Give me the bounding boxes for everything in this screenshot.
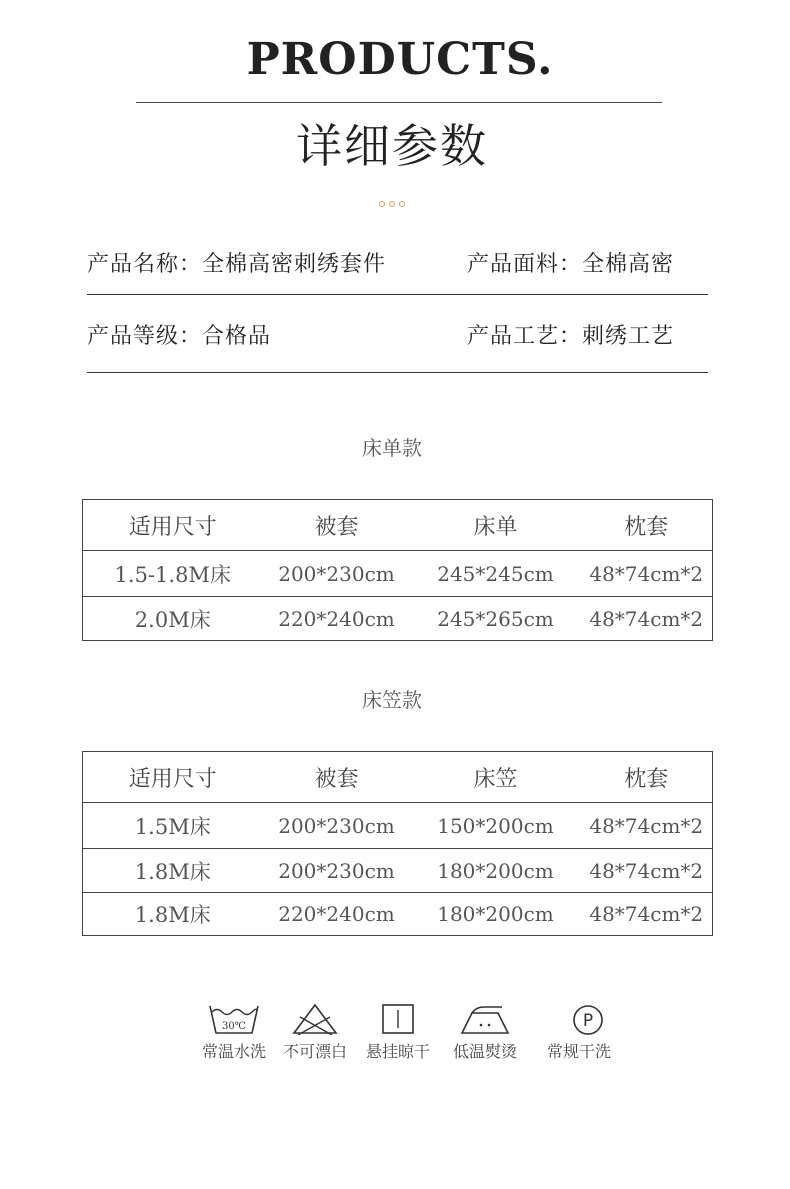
table-header-cell: 被套 [314,766,359,792]
table-cell: 1.5-1.8M床 [83,551,263,597]
section-title-sheet: 床单款 [362,436,422,460]
table-cell: 180*200cm [411,893,581,936]
dry-clean-letter: P [582,1011,594,1031]
care-label: 常温水洗 [201,1042,266,1061]
care-item-wash [199,1003,269,1062]
table-header-cell: 被套 [314,514,359,540]
section-title-fitted: 床笠款 [362,688,422,712]
table-cell: 200*230cm [263,803,411,849]
table-cell: 48*74cm*2 [581,849,713,893]
table-cell: 200*230cm [263,849,411,893]
care-item-hang-dry [363,1003,433,1062]
size-table-sheet [82,499,713,641]
care-label: 低温熨烫 [452,1042,517,1061]
care-item-dry-clean [544,1003,614,1062]
param-product-name: 产品名称：全棉高密刺绣套件 [87,252,387,277]
hang-dry-icon [371,1003,425,1035]
table-cell: 48*74cm*2 [581,597,713,641]
decorative-dots [0,192,784,211]
wash-30c-icon [207,1003,261,1035]
table-cell: 1.8M床 [83,893,263,936]
table-row [83,597,713,641]
low-iron-icon [458,1003,512,1035]
dry-clean-p-icon [552,1003,606,1035]
table-cell: 180*200cm [411,849,581,893]
page-title: PRODUCTS. [246,34,554,85]
table-cell: 200*230cm [263,551,411,597]
wash-temp-label: 30℃ [222,1021,246,1032]
table-header-cell: 适用尺寸 [128,514,217,540]
table-header-cell: 床单 [473,514,518,540]
care-label: 悬挂晾干 [365,1042,430,1061]
table-header-row [83,500,713,551]
table-cell: 48*74cm*2 [581,551,713,597]
table-header-cell: 枕套 [624,766,669,792]
care-item-no-bleach [280,1003,350,1062]
table-cell: 245*265cm [411,597,581,641]
page-subtitle: 详细参数 [296,119,488,173]
table-header-cell: 枕套 [624,514,669,540]
care-item-low-iron [450,1003,520,1062]
table-header-cell: 适用尺寸 [128,766,217,792]
header-divider [136,102,662,103]
table-row [83,893,713,936]
table-row [83,849,713,893]
table-cell: 150*200cm [411,803,581,849]
table-cell: 220*240cm [263,893,411,936]
table-row [83,551,713,597]
table-header-cell: 床笠 [473,766,518,792]
table-header-row [83,752,713,803]
care-label: 常规干洗 [546,1042,611,1061]
param-craft: 产品工艺：刺绣工艺 [467,324,675,349]
param-grade: 产品等级：合格品 [87,324,272,349]
table-cell: 2.0M床 [83,597,263,641]
param-divider [87,372,708,373]
size-table-fitted [82,751,713,936]
care-label: 不可漂白 [282,1042,347,1061]
param-divider [87,294,708,295]
table-cell: 48*74cm*2 [581,803,713,849]
table-row [83,803,713,849]
table-cell: 1.8M床 [83,849,263,893]
param-fabric: 产品面料：全棉高密 [467,252,675,277]
no-bleach-icon [288,1003,342,1035]
table-cell: 48*74cm*2 [581,893,713,936]
table-cell: 245*245cm [411,551,581,597]
table-cell: 220*240cm [263,597,411,641]
table-cell: 1.5M床 [83,803,263,849]
